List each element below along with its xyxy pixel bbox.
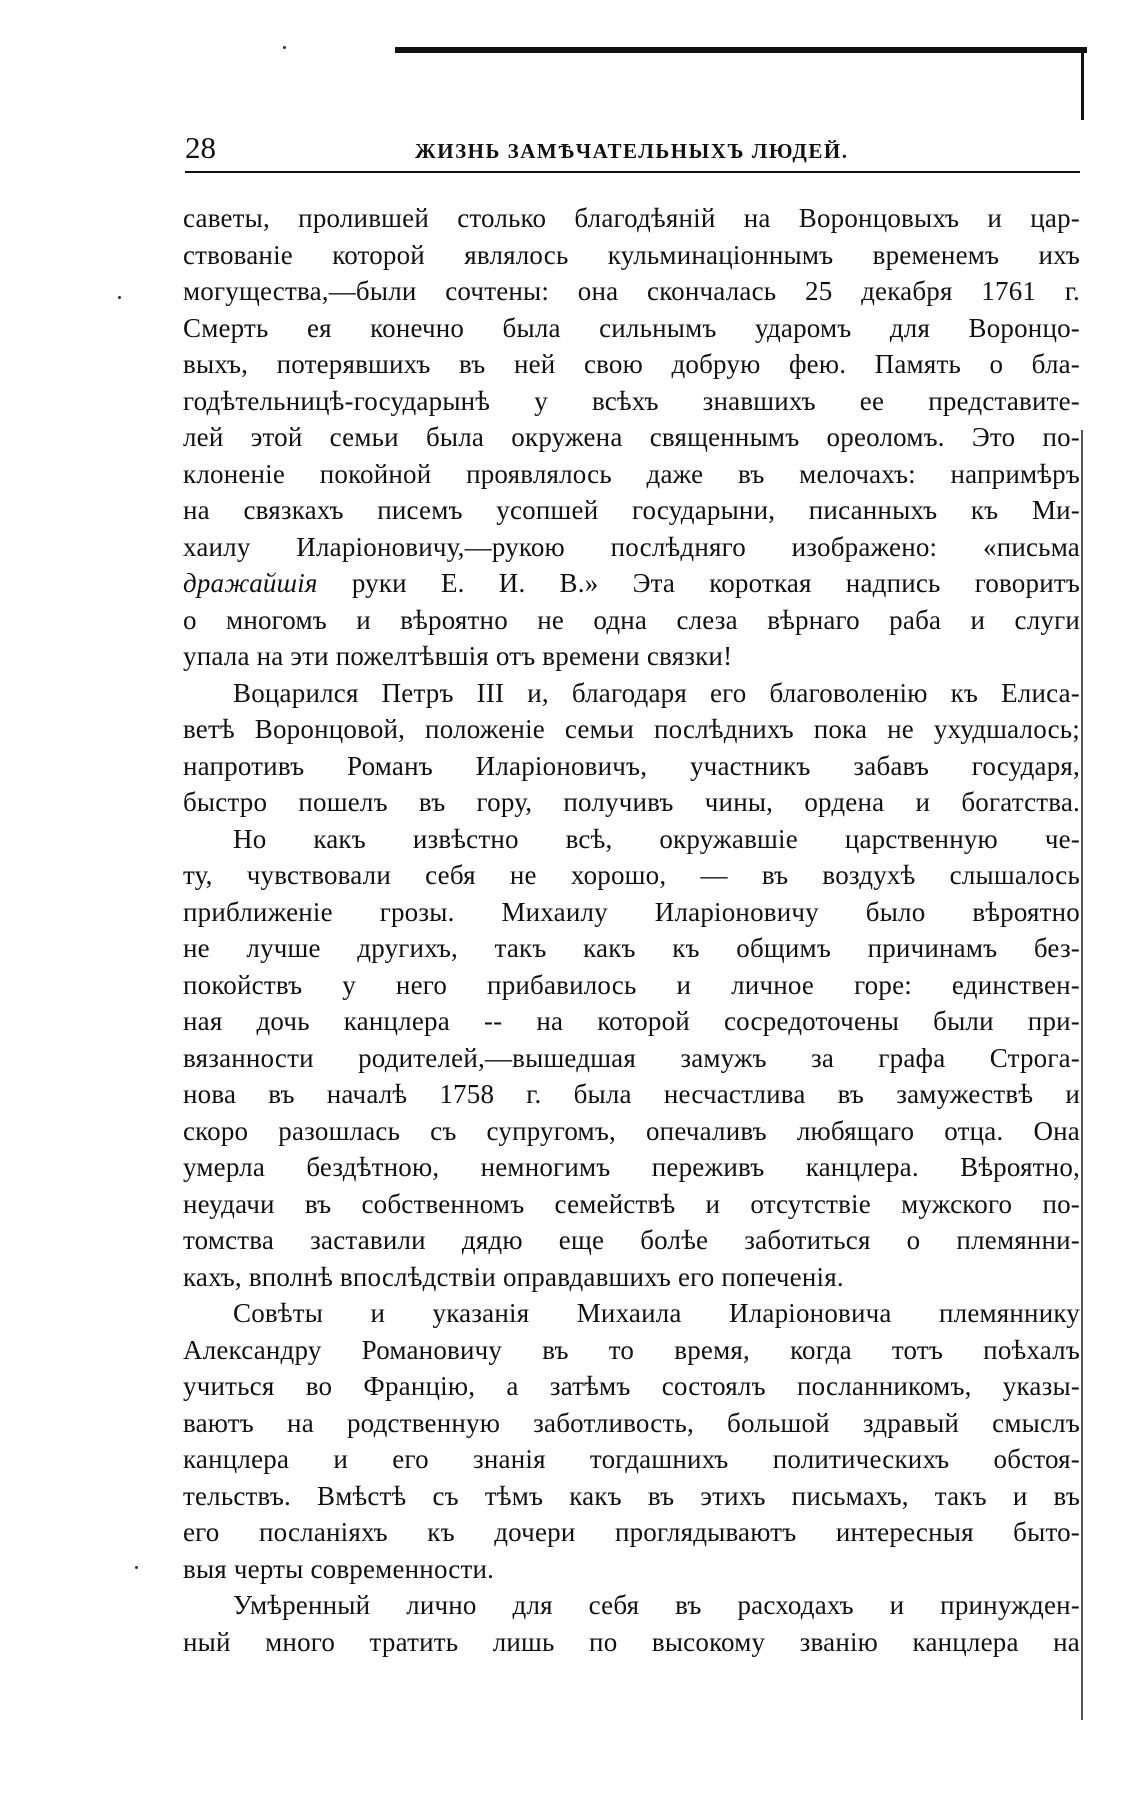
text-line: Александру Романовичу въ то время, когда тотъ поѣхалъ (183, 1334, 1080, 1365)
text-line: упала на эти пожелтѣвшія отъ времени связки! (183, 641, 733, 671)
text-line: томства заставили дядю еще болѣе заботиться о племянни- (183, 1225, 1080, 1255)
text-line: ту, чувствовали себя не хорошо, — въ воздухѣ слышалось (183, 860, 1080, 890)
text-line: покойствъ у него прибавилось и личное горе: единствен- (183, 969, 1080, 1000)
text-line: напротивъ Романъ Иларіоновичъ, участникъ забавъ государя, (183, 750, 1080, 781)
text-line: тельствъ. Вмѣстѣ съ тѣмъ какъ въ этихъ письмахъ, такъ и въ (183, 1480, 1080, 1511)
text-line: хаилу Иларіоновичу,—рукою послѣдняго изображено: «письма (183, 531, 1080, 562)
text-line: скоро разошлась съ супругомъ, опечаливъ любящаго отца. Она (183, 1115, 1080, 1146)
italic-word: дражайшія (183, 568, 318, 598)
text-line: его посланіяхъ къ дочери проглядываютъ интересныя быто- (183, 1517, 1080, 1547)
scan-border-top (395, 47, 1087, 53)
text-line: выхъ, потерявшихъ въ ней свою добрую фею. Память о бла- (183, 349, 1080, 379)
running-title: ЖИЗНЬ ЗАМѢЧАТЕЛЬНЫХЪ ЛЮДЕЙ. (415, 139, 849, 163)
text-line: Совѣты и указанія Михаила Иларіоновича племяннику (233, 1298, 1080, 1328)
scan-speck (135, 1566, 138, 1569)
text-line: неудачи въ собственномъ семействѣ и отсутствіе мужского по- (183, 1188, 1080, 1219)
header-rule (185, 171, 1080, 173)
scan-speck (118, 296, 121, 299)
text-line: саветы, пролившей столько благодѣяній на Воронцовыхъ и цар- (183, 203, 1080, 233)
text-line: могущества,—были сочтены: она скончалась 25 декабря 1761 г. (183, 276, 1080, 306)
running-head (185, 128, 1080, 172)
text-line: о многомъ и вѣроятно не одна слеза вѣрнаго раба и слуги (183, 604, 1080, 635)
text-line: умерла бездѣтною, немногимъ переживъ канцлера. Вѣроятно, (183, 1152, 1080, 1182)
text-line (183, 565, 1080, 602)
text-line: ствованіе которой являлось кульминаціоннымъ временемъ ихъ (183, 239, 1080, 270)
text-line: канцлера и его знанія тогдашнихъ политическихъ обстоя- (183, 1444, 1080, 1474)
text-line: ваютъ на родственную заботливость, большой здравый смыслъ (183, 1407, 1080, 1438)
text-line: годѣтельницѣ-государынѣ у всѣхъ знавшихъ ее представите- (183, 385, 1080, 416)
text-line: клоненіе покойной проявлялось даже въ мелочахъ: напримѣръ (183, 458, 1080, 489)
text-line: ная дочь канцлера -- на которой сосредоточены были при- (183, 1006, 1080, 1036)
scan-speck (283, 46, 286, 49)
text-line: Умѣренный лично для себя въ расходахъ и принужден- (233, 1590, 1080, 1620)
text-line: быстро пошелъ въ гору, получивъ чины, ордена и богатства. (183, 787, 1080, 817)
text-line: Но какъ извѣстно всѣ, окружавшіе царственную че- (233, 823, 1080, 854)
text-line: вязанности родителей,—вышедшая замужъ за графа Строга- (183, 1042, 1080, 1073)
text-line: Воцарился Петръ III и, благодаря его благоволенію къ Елиса- (233, 677, 1080, 708)
text-line: выя черты современности. (183, 1553, 495, 1584)
text-line: лей этой семьи была окружена священнымъ ореоломъ. Это по- (183, 422, 1080, 452)
text-line: приближеніе грозы. Михаилу Иларіоновичу было вѣроятно (183, 896, 1080, 927)
text-line: Смерть ея конечно была сильнымъ ударомъ для Воронцо- (183, 312, 1080, 343)
text-line-rest: руки Е. И. В.» Эта короткая надпись говоритъ (351, 568, 1080, 598)
text-line: на связкахъ писемъ усопшей государыни, писанныхъ къ Ми- (183, 495, 1080, 525)
text-line: ный много тратить лишь по высокому званію канцлера на (183, 1626, 1080, 1657)
text-line: ветѣ Воронцовой, положеніе семьи послѣднихъ пока не ухудшалось; (183, 714, 1080, 744)
scan-border-right-lower (1081, 430, 1083, 1720)
body-text (183, 200, 1080, 1660)
text-line: нова въ началѣ 1758 г. была несчастлива въ замужествѣ и (183, 1079, 1080, 1109)
scan-border-right (1081, 47, 1084, 120)
text-line: кахъ, вполнѣ впослѣдствіи оправдавшихъ его попеченія. (183, 1261, 844, 1292)
text-line: не лучше другихъ, такъ какъ къ общимъ причинамъ без- (183, 933, 1080, 963)
text-line: учиться во Францію, а затѣмъ состоялъ посланникомъ, указы- (183, 1371, 1080, 1401)
page-number: 28 (185, 130, 216, 165)
